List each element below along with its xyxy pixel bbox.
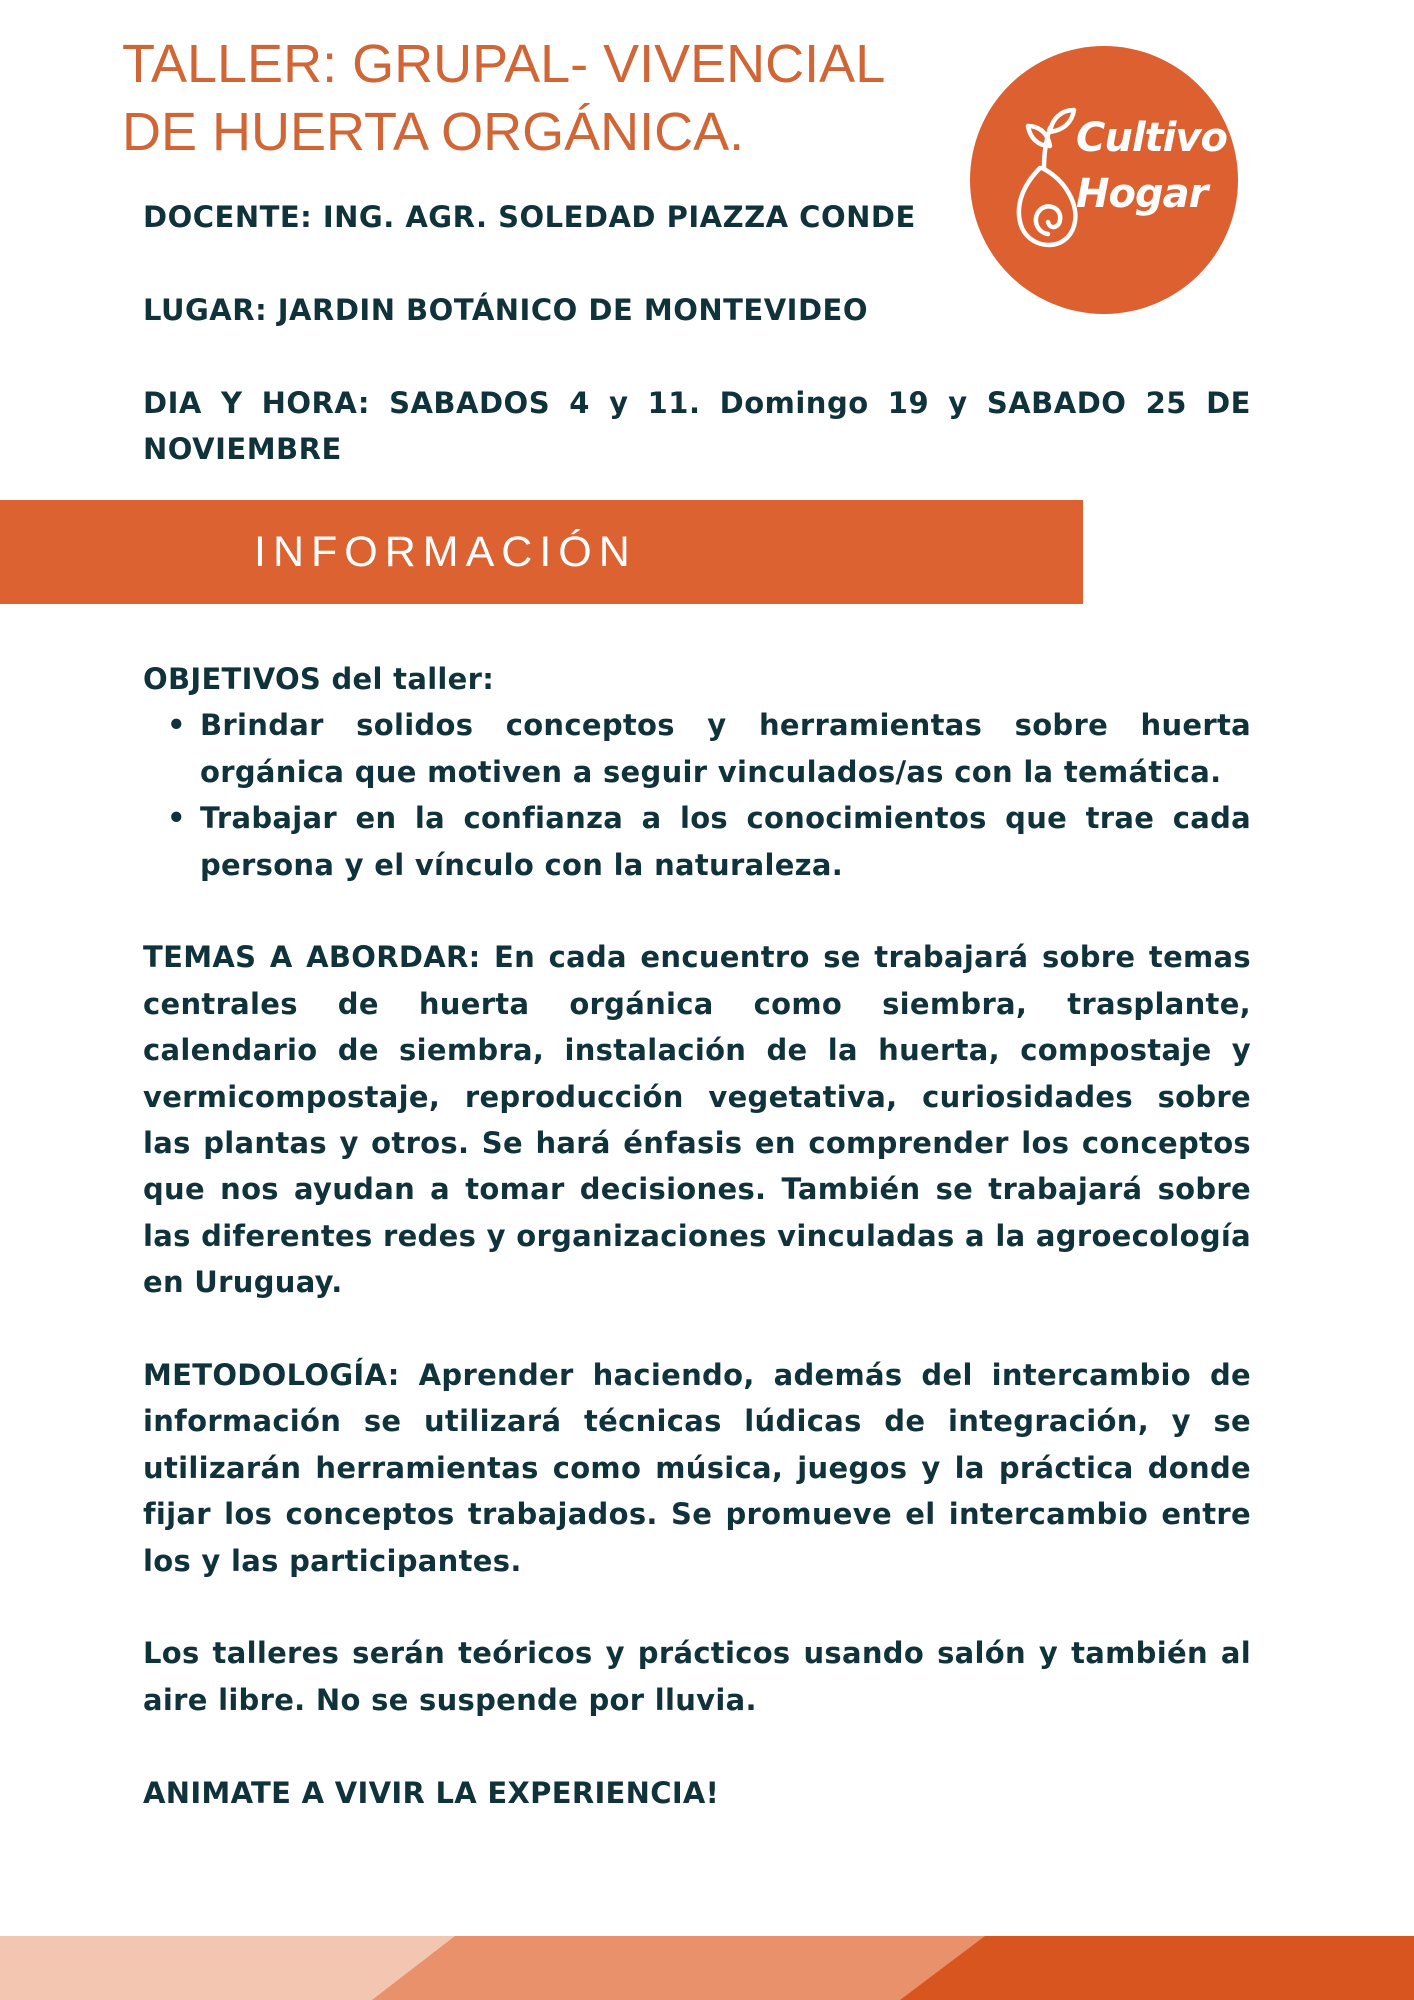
list-item <box>143 702 1251 795</box>
docente-line: DOCENTE: ING. AGR. SOLEDAD PIAZZA CONDE <box>143 200 916 234</box>
page-title <box>122 30 982 166</box>
title-line-1: TALLER: GRUPAL- VIVENCIAL <box>122 34 886 94</box>
footer-band-dark <box>900 1936 1414 2000</box>
dia-hora-line: DIA Y HORA: SABADOS 4 y 11. Domingo 19 y SABADO 25 DE NOVIEMBRE <box>143 386 1251 466</box>
objetivo-text-2: Trabajar en la confianza a los conocimientos que trae cada persona y el vínculo con la naturaleza. <box>200 801 1251 882</box>
cultivo-hogar-logo <box>970 46 1238 314</box>
footer-decoration <box>0 1936 1414 2000</box>
title-line-2: DE HUERTA ORGÁNICA. <box>122 102 745 162</box>
info-banner <box>0 500 1083 604</box>
closing-line: ANIMATE A VIVIR LA EXPERIENCIA! <box>143 1775 720 1810</box>
logo-line-1: Cultivo <box>1076 115 1227 161</box>
modalidad-paragraph: Los talleres serán teóricos y prácticos usando salón y también al aire libre. No se suspende por lluvia. <box>143 1636 1251 1717</box>
info-body <box>143 656 1251 1816</box>
lugar-line: LUGAR: JARDIN BOTÁNICO DE MONTEVIDEO <box>143 293 869 327</box>
bullet-icon: • <box>167 801 186 836</box>
metodologia-paragraph: METODOLOGÍA: Aprender haciendo, además del intercambio de información se utilizará técnicas lúdicas de integración, y se utilizarán herramientas como música, juegos y la práctica donde fijar los conceptos trabajados. Se promueve el intercambio entre los y las participantes. <box>143 1358 1251 1578</box>
objetivos-heading: OBJETIVOS del taller: <box>143 662 495 696</box>
logo-line-2: Hogar <box>1076 171 1208 217</box>
objetivo-text-1: Brindar solidos conceptos y herramientas sobre huerta orgánica que motiven a seguir vinculados/as con la temática. <box>200 708 1251 789</box>
temas-paragraph: TEMAS A ABORDAR: En cada encuentro se trabajará sobre temas centrales de huerta orgánica como siembra, trasplante, calendario de siembra, instalación de la huerta, compostaje y vermicompostaje, reproducción vegetativa, curiosidades sobre las plantas y otros. Se hará énfasis en comprender los conceptos que nos ayudan a tomar decisiones. También se trabajará sobre las diferentes redes y organizaciones vinculadas a la agroecología en Uruguay. <box>143 940 1251 1300</box>
banner-label: INFORMACIÓN <box>254 528 637 576</box>
list-item <box>143 795 1251 888</box>
objetivos-list <box>143 702 1251 888</box>
bullet-icon: • <box>167 708 186 743</box>
